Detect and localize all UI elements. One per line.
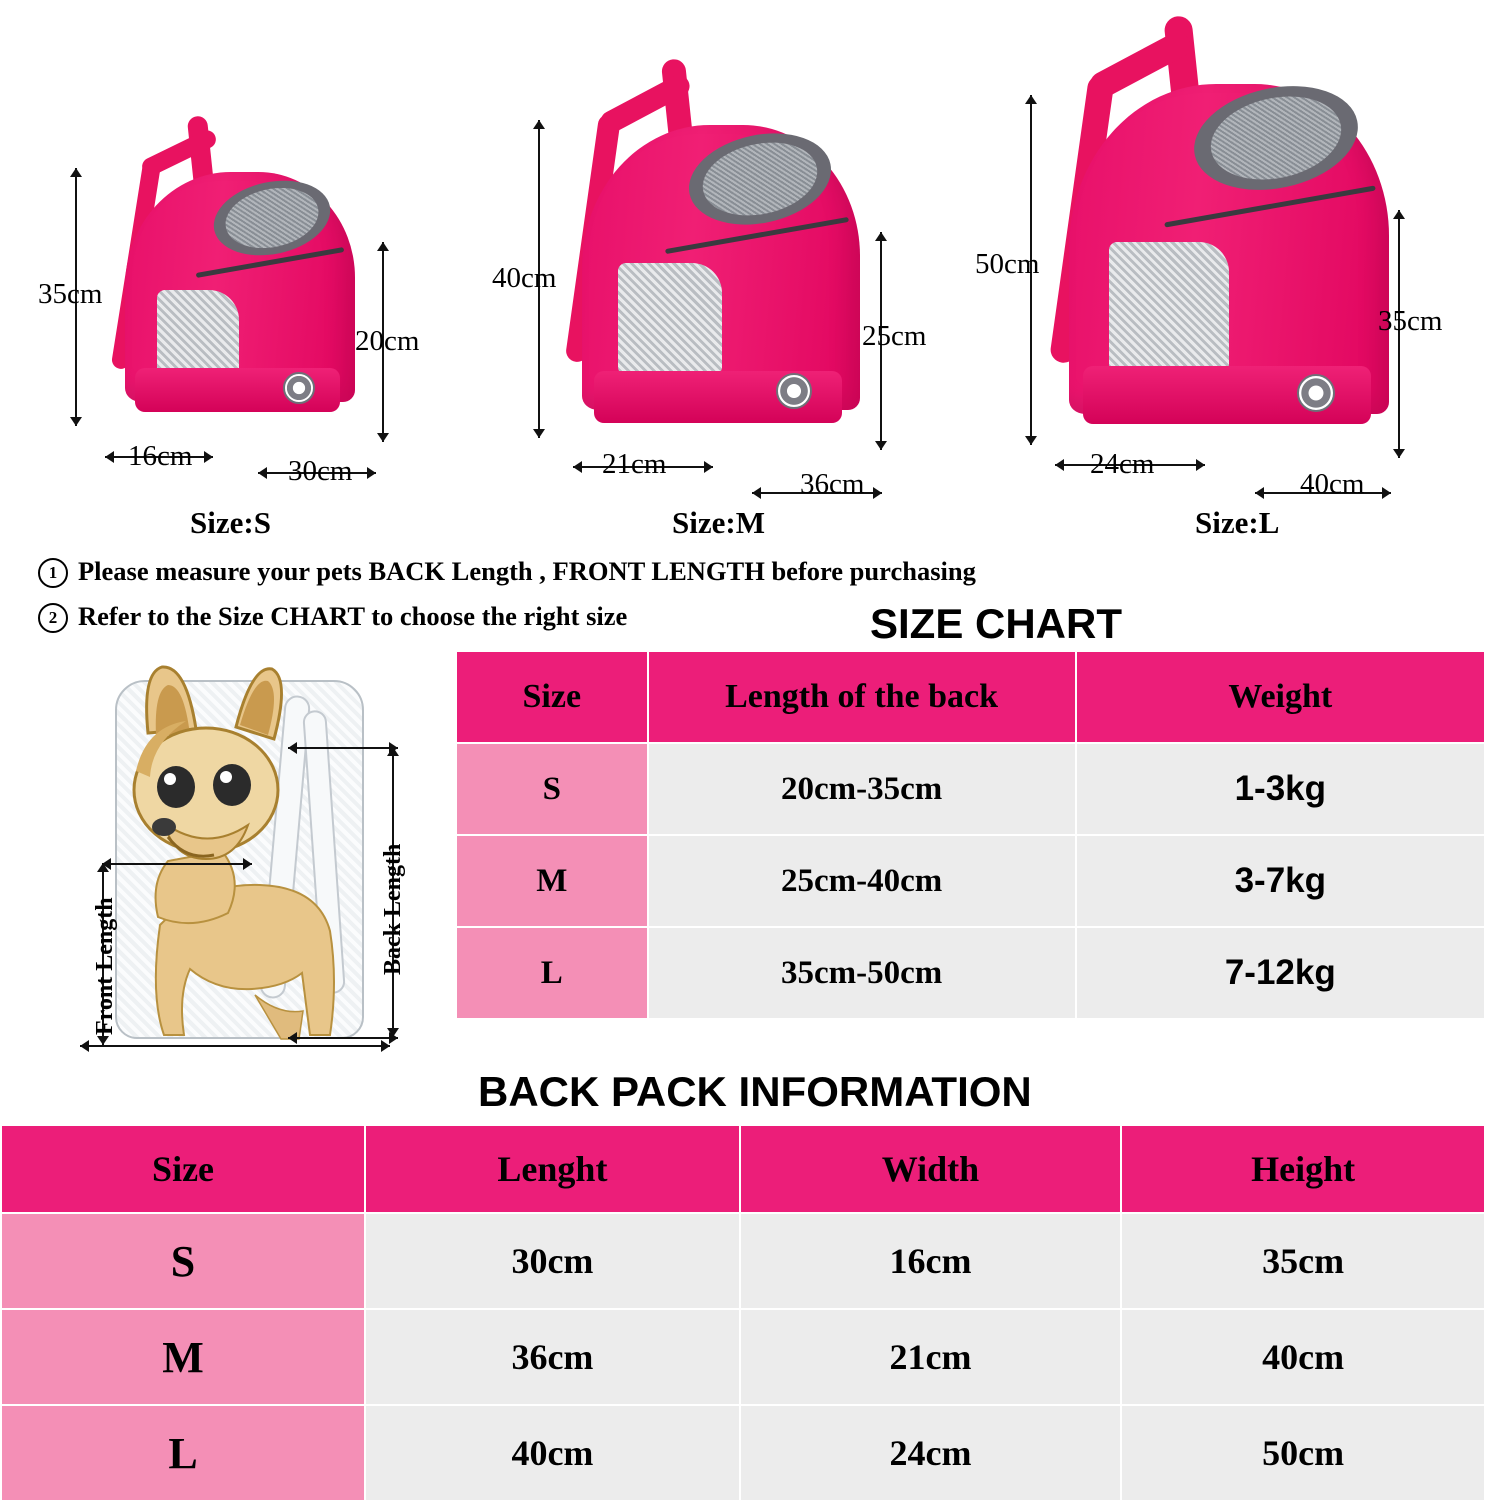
cell-weight-m: 3-7kg [1076, 835, 1485, 927]
table-row [1, 1405, 1485, 1501]
table-header-row [456, 651, 1485, 743]
mesh-side-panel [1109, 242, 1229, 372]
note-2 [38, 601, 627, 633]
note-2-number: 2 [38, 603, 68, 633]
dim-label-depth-m: 25cm [862, 320, 927, 352]
col-width: Width [740, 1125, 1121, 1213]
dim-label-width-large-l: 40cm [1300, 468, 1365, 500]
front-length-label: Front Length [92, 897, 118, 1035]
note-1-number: 1 [38, 558, 68, 588]
cell-width-m: 21cm [740, 1309, 1121, 1405]
size-label-m: Size:M [672, 505, 765, 540]
backpack-info-title: BACK PACK INFORMATION [478, 1068, 1032, 1115]
cell-back-l: 35cm-50cm [648, 927, 1076, 1019]
cell-height-s: 35cm [1121, 1213, 1485, 1309]
note-2-text: Refer to the Size CHART to choose the right size [78, 601, 628, 631]
size-label-l: Size:L [1195, 505, 1280, 540]
cell-size-l: L [456, 927, 648, 1019]
dim-label-height-l: 50cm [975, 248, 1040, 280]
dim-label-depth-s: 20cm [355, 325, 420, 357]
cell-size-l: L [1, 1405, 365, 1501]
product-illustration-l [1045, 12, 1395, 462]
dim-label-height-s: 35cm [38, 278, 103, 310]
cell-weight-l: 7-12kg [1076, 927, 1485, 1019]
back-length-label: Back Length [380, 843, 406, 975]
cell-size-s: S [456, 743, 648, 835]
col-back-length: Length of the back [648, 651, 1076, 743]
product-illustration-m [560, 55, 870, 455]
tick-back-length-bottom [288, 1037, 398, 1039]
dim-label-depth-l: 35cm [1378, 305, 1443, 337]
col-height: Height [1121, 1125, 1485, 1213]
table-row [456, 927, 1485, 1019]
dim-label-width-large-s: 30cm [288, 455, 353, 487]
cell-length-s: 30cm [365, 1213, 740, 1309]
table-row [1, 1213, 1485, 1309]
cell-length-m: 36cm [365, 1309, 740, 1405]
cell-width-l: 24cm [740, 1405, 1121, 1501]
product-illustration-s [105, 110, 365, 440]
mesh-side-panel [618, 263, 722, 375]
cell-length-l: 40cm [365, 1405, 740, 1501]
backpack-info-table [0, 1124, 1486, 1502]
tick-front-length-top [102, 863, 252, 865]
brand-logo [776, 373, 812, 409]
size-chart-table [455, 650, 1486, 1020]
table-row [456, 743, 1485, 835]
dog-measurement-diagram [40, 655, 430, 1070]
col-length: Lenght [365, 1125, 740, 1213]
col-weight: Weight [1076, 651, 1485, 743]
col-size: Size [1, 1125, 365, 1213]
cell-size-m: M [456, 835, 648, 927]
cell-height-l: 50cm [1121, 1405, 1485, 1501]
tick-front-length-bottom [80, 1045, 390, 1047]
cell-size-m: M [1, 1309, 365, 1405]
dim-label-width-small-m: 21cm [602, 448, 667, 480]
table-row [456, 835, 1485, 927]
table-row [1, 1309, 1485, 1405]
brand-logo [1297, 374, 1335, 412]
size-chart-title: SIZE CHART [870, 600, 1122, 647]
dim-label-width-small-s: 16cm [128, 440, 193, 472]
table-header-row [1, 1125, 1485, 1213]
cell-height-m: 40cm [1121, 1309, 1485, 1405]
col-size: Size [456, 651, 648, 743]
tick-back-length-top [288, 747, 398, 749]
size-label-s: Size:S [190, 505, 271, 540]
note-1 [38, 556, 976, 588]
note-1-text: Please measure your pets BACK Length , FRONT LENGTH before purchasing [78, 556, 976, 586]
cell-back-s: 20cm-35cm [648, 743, 1076, 835]
dim-label-width-small-l: 24cm [1090, 448, 1155, 480]
cell-width-s: 16cm [740, 1213, 1121, 1309]
dim-label-width-large-m: 36cm [800, 468, 865, 500]
mesh-side-panel [157, 290, 239, 380]
brand-logo [283, 372, 315, 404]
cell-back-m: 25cm-40cm [648, 835, 1076, 927]
cell-weight-s: 1-3kg [1076, 743, 1485, 835]
cell-size-s: S [1, 1213, 365, 1309]
dim-label-height-m: 40cm [492, 262, 557, 294]
